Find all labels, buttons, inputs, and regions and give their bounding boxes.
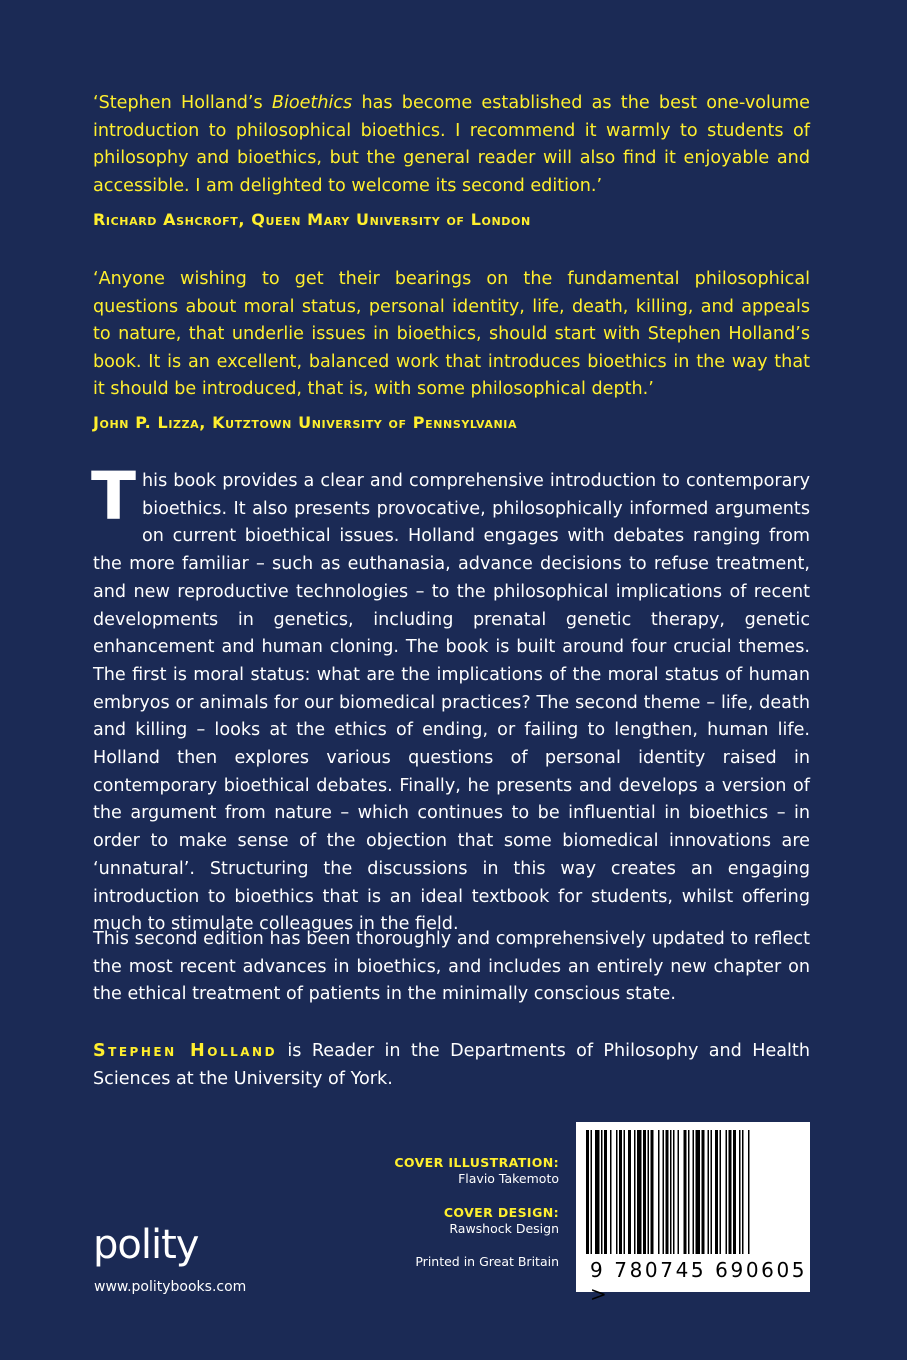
quote-1	[93, 90, 810, 200]
barcode-bar	[663, 1130, 665, 1254]
barcode-bar	[733, 1130, 736, 1254]
barcode-bar	[708, 1130, 710, 1254]
description-paragraph-1-text: his book provides a clear and comprehensive introduction to contemporary bioethics. It also presents provocative, philosophically informed arguments on current bioethical issues. Holland engages with debates ranging from the more familiar – such as euthanasia, advance decisions to refuse treatment, and new reproductive technologies – to the philosophical implications of recent developments in genetics, including prenatal genetic therapy, genetic enhancement and human cloning. The book is built around four crucial themes. The first is moral status: what are the implications of the moral status of human embryos or animals for our biomedical practices? The second theme – life, death and killing – looks at the ethics of ending, or failing to lengthen, human life. Holland then explores various questions of personal identity raised in contemporary bioethical debates. Finally, he presents and develops a version of the argument from nature – which continues to be influential in bioethics – in order to make sense of the objection that some biomedical innovations are ‘unnatural’. Structuring the discussions in this way creates an engaging introduction to bioethics that is an ideal textbook for students, whilst offering much to stimulate colleagues in the field.	[93, 471, 810, 935]
barcode-bar	[651, 1130, 654, 1254]
barcode-bar	[702, 1130, 705, 1254]
barcode-bar	[720, 1130, 722, 1254]
credit-design-value: Rawshock Design	[449, 1221, 559, 1236]
barcode-bar	[643, 1130, 646, 1254]
barcode-bar	[696, 1130, 701, 1254]
barcode-bar	[739, 1130, 741, 1254]
barcode-bar	[729, 1130, 732, 1254]
barcode-bar	[673, 1130, 675, 1254]
barcode-bar	[684, 1130, 687, 1254]
credit-design	[444, 1205, 559, 1237]
barcode-bar	[616, 1130, 618, 1254]
barcode-bar	[748, 1130, 750, 1254]
barcode-bar	[670, 1130, 672, 1254]
barcode-bar	[619, 1130, 622, 1254]
barcode-bars	[586, 1130, 800, 1254]
quote-1-prefix: ‘Stephen Holland’s	[93, 93, 272, 113]
dropcap-letter: T	[91, 458, 137, 535]
barcode	[576, 1122, 810, 1306]
description-paragraph-1	[91, 458, 810, 939]
barcode-bar	[688, 1130, 690, 1254]
barcode-bar	[658, 1130, 660, 1254]
barcode-bar	[742, 1130, 744, 1254]
description-paragraph-2: This second edition has been thoroughly and comprehensively updated to reflect the most recent advances in bioethics, and includes an entirely new chapter on the ethical treatment of patients in the minimally conscious state.	[93, 929, 810, 1005]
credit-illustration-label: COVER ILLUSTRATION:	[394, 1155, 559, 1170]
barcode-bar	[624, 1130, 626, 1254]
barcode-bar	[595, 1130, 600, 1254]
barcode-bar	[693, 1130, 695, 1254]
barcode-bar	[637, 1130, 642, 1254]
barcode-bar	[711, 1130, 713, 1254]
author-bio	[93, 1038, 810, 1093]
credit-illustration-value: Flavio Takemoto	[458, 1171, 559, 1186]
barcode-bar	[715, 1130, 718, 1254]
barcode-bar	[648, 1130, 650, 1254]
quote-2-attribution: John P. Lizza, Kutztown University of Pennsylvania	[93, 413, 518, 432]
barcode-bar	[634, 1130, 636, 1254]
credit-illustration	[394, 1155, 559, 1187]
barcode-bar	[591, 1130, 593, 1254]
author-name: Stephen Holland	[93, 1041, 278, 1061]
printed-in: Printed in Great Britain	[415, 1254, 559, 1269]
polity-logo: polity	[93, 1222, 199, 1268]
barcode-bar	[726, 1130, 728, 1254]
barcode-bar	[586, 1130, 589, 1254]
quote-2: ‘Anyone wishing to get their bearings on the fundamental philosophical questions about moral status, personal identity, life, death, killing, and appeals to nature, that underlie issues in bioethics, should start with Stephen Holland’s book. It is an excellent, balanced work that introduces bioethics in the way that it should be introduced, that is, with some philosophical depth.’	[93, 269, 810, 399]
credit-design-label: COVER DESIGN:	[443, 1205, 559, 1220]
barcode-bar	[610, 1130, 612, 1254]
book-title-italic: Bioethics	[271, 93, 353, 113]
barcode-bar	[678, 1130, 680, 1254]
barcode-number: 9 780745 690605 >	[590, 1258, 808, 1306]
author-bio-text: is Reader in the Departments of Philosophy and Health Sciences at the University of York.	[93, 1041, 810, 1089]
barcode-bar	[628, 1130, 631, 1254]
barcode-bar	[666, 1130, 669, 1254]
quote-1-suffix: has become established as the best one-volume introduction to philosophical bioethics. I recommend it warmly to students of philosophy and bioethics, but the general reader will also find it enjoyable and accessible. I am delighted to welcome its second edition.’	[93, 93, 810, 196]
barcode-bar	[601, 1130, 603, 1254]
publisher-url: www.politybooks.com	[94, 1279, 247, 1295]
barcode-bar	[604, 1130, 607, 1254]
quote-1-attribution: Richard Ashcroft, Queen Mary University of London	[93, 210, 531, 229]
